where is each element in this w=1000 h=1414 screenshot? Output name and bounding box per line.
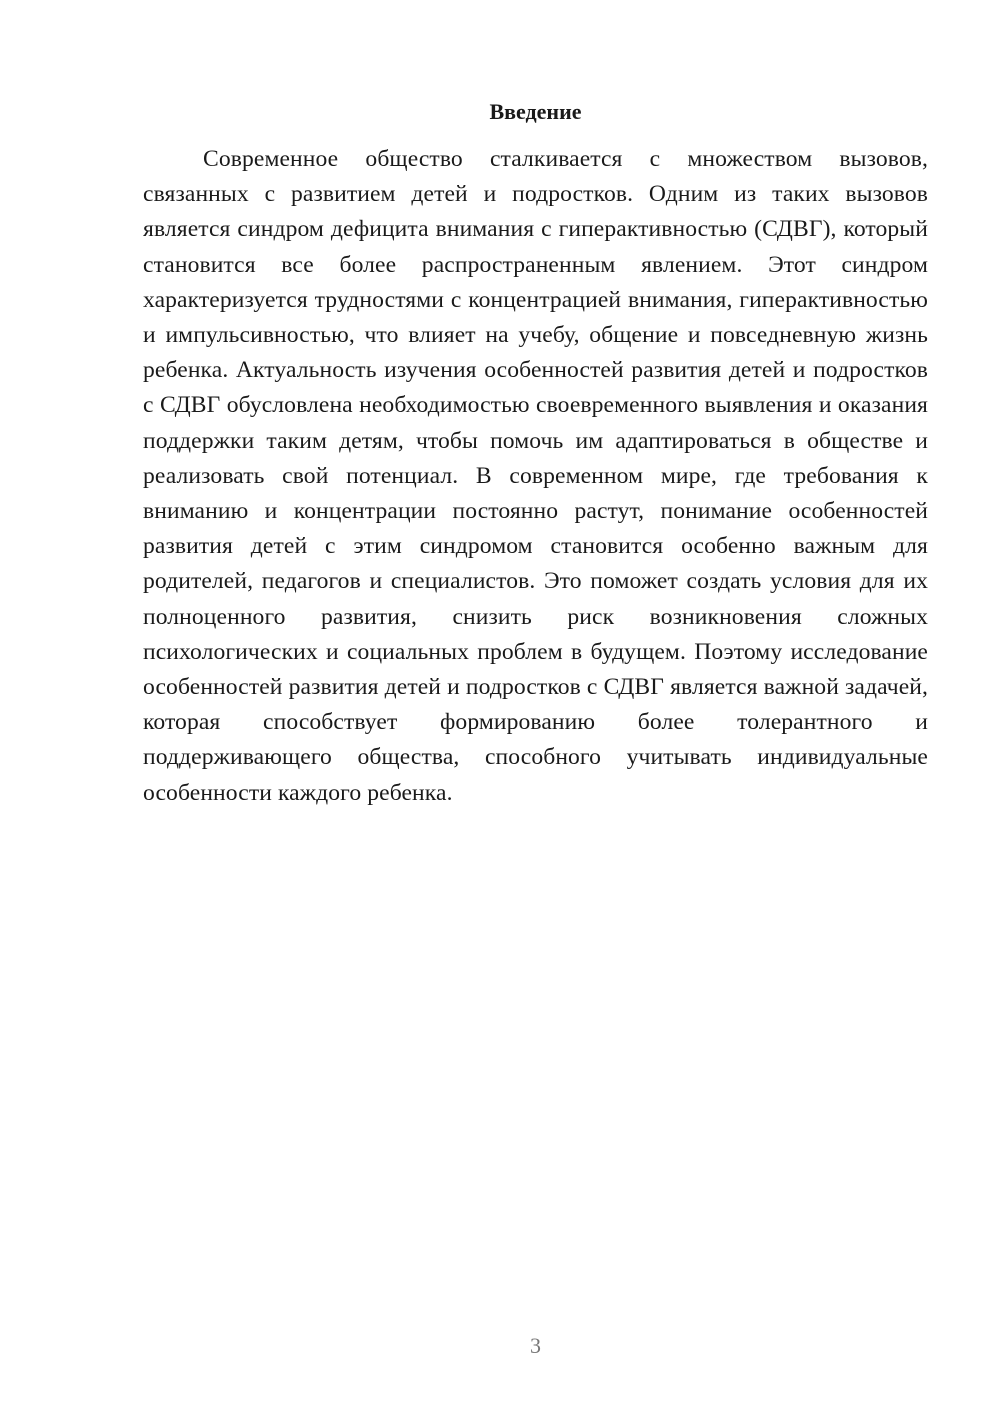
body-paragraph: Современное общество сталкивается с множеством вызовов, связанных с развитием детей и подростков. Одним из таких вызовов является синдром дефицита внимания с гиперактивностью (СДВГ), который становится все более распространенным явлением. Этот синдром характеризуется трудностями с концентрацией внимания, гиперактивностью и импульсивностью, что влияет на учебу, общение и повседневную жизнь ребенка. Актуальность изучения особенностей развития детей и подростков с СДВГ обусловлена необходимостью своевременного выявления и оказания поддержки таким детям, чтобы помочь им адаптироваться в обществе и реализовать свой потенциал. В современном мире, где требования к вниманию и концентрации постоянно растут, понимание особенностей развития детей с этим синдромом становится особенно важным для родителей, педагогов и специалистов. Это поможет создать условия для их полноценного развития, снизить риск возникновения сложных психологических и социальных проблем в будущем. Поэтому исследование особенностей развития детей и подростков с СДВГ является важной задачей, которая способствует формированию более толерантного и поддерживающего общества, способного учитывать индивидуальные особенности каждого ребенка. [143,146,928,806]
section-heading: Введение [489,99,582,124]
page-number: 3 [530,1333,541,1358]
